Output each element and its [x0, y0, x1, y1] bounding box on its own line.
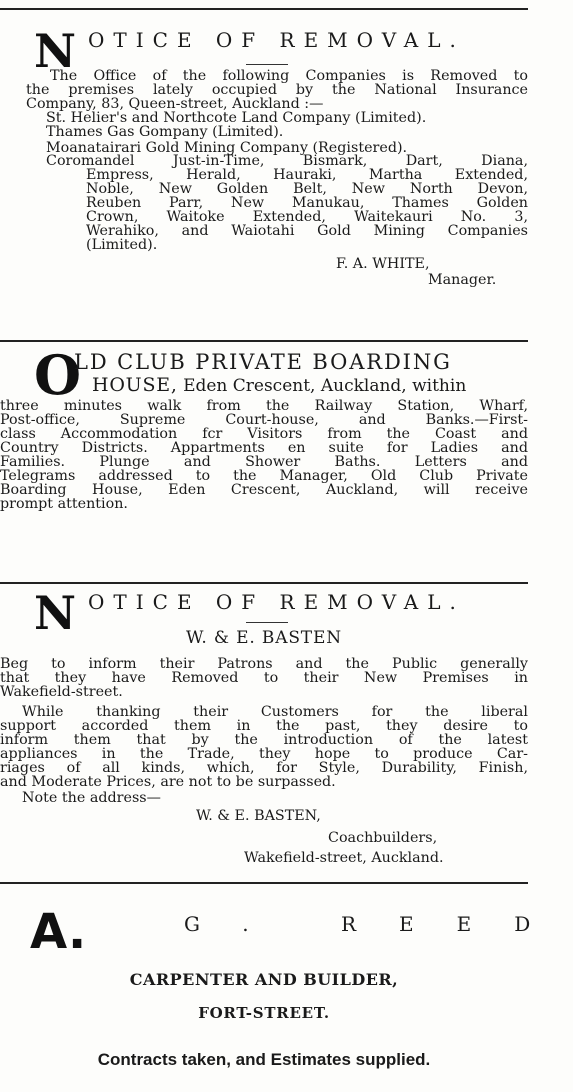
carpenter-ad [0, 886, 573, 1086]
address-line: Wakefield-street, Auckland. [244, 850, 444, 866]
text-line: Crown, Waitoke Extended, Waitekauri No. 3, [86, 209, 528, 225]
text-line: Note the address— [22, 790, 161, 806]
address-line: W. & E. BASTEN, [196, 808, 321, 824]
text-line: Telegrams addressed to the Manager, Old Club Private [0, 468, 528, 484]
text-line: St. Helier's and Northcote Land Company (Limited). [46, 110, 427, 126]
text-line: three minutes walk from the Railway Station, Wharf, [0, 398, 528, 414]
text-line: The Office of the following Companies is Removed to [50, 68, 528, 84]
heading: OTICE OF REMOVAL. [88, 590, 465, 614]
street: FORT-STREET. [198, 1004, 330, 1022]
signature-title: Manager. [428, 272, 497, 288]
notice-of-removal-ad [0, 12, 528, 342]
drop-cap: O [34, 343, 82, 407]
text-line: Company, 83, Queen-street, Auckland :— [26, 96, 324, 112]
text-line: inform them that by the introduction of the latest [0, 732, 528, 748]
heading: G. REED [184, 912, 573, 936]
text-line: Post-office, Supreme Court-house, and Banks.—First- [0, 412, 528, 428]
text-line: appliances in the Trade, they hope to produce Car- [0, 746, 528, 762]
heading-rule [246, 64, 288, 65]
text-line: While thanking their Customers for the liberal [22, 704, 528, 720]
text-line: the premises lately occupied by the National Insurance [26, 82, 528, 98]
divider [0, 882, 528, 884]
text-line: that they have Removed to their New Premises in [0, 670, 528, 686]
address-line: Coachbuilders, [328, 830, 438, 846]
tagline: Contracts taken, and Estimates supplied. [97, 1050, 431, 1069]
heading-rule [246, 622, 288, 623]
text-line: and Moderate Prices, are not to be surpassed. [0, 774, 336, 790]
text-line: Boarding House, Eden Crescent, Auckland, will receive [0, 482, 528, 498]
text-line: support accorded them in the past, they desire to [0, 718, 528, 734]
basten-removal-ad [0, 586, 528, 878]
text-line: Noble, New Golden Belt, New North Devon, [86, 181, 528, 197]
drop-cap: N [34, 24, 77, 78]
text-line: (Limited). [86, 237, 158, 253]
divider [0, 582, 528, 584]
text-line: class Accommodation fcr Visitors from the Coast and [0, 426, 528, 442]
text-line: Coromandel Just-in-Time, Bismark, Dart, Diana, [46, 153, 528, 169]
heading: LD CLUB PRIVATE BOARDING [74, 350, 452, 374]
divider [0, 340, 528, 342]
firm-name: W. & E. BASTEN [185, 628, 342, 648]
top-rule [0, 8, 528, 10]
text-line: Werahiko, and Waiotahi Gold Mining Companies [86, 223, 528, 239]
heading-line2 [92, 374, 528, 396]
drop-cap: A. [30, 904, 87, 960]
text-line: Reuben Parr, New Manukau, Thames Golden [86, 195, 528, 211]
text-line: Empress, Herald, Hauraki, Martha Extended, [86, 167, 528, 183]
text-line: Moanatairari Gold Mining Company (Registered). [46, 140, 408, 156]
drop-cap: N [34, 586, 77, 640]
text-line: riages of all kinds, which, for Style, Durability, Finish, [0, 760, 528, 776]
trade: CARPENTER AND BUILDER, [129, 970, 399, 989]
text-line: Wakefield-street. [0, 684, 123, 700]
heading: OTICE OF REMOVAL. [88, 28, 465, 52]
text-line: Families. Plunge and Shower Baths. Letters and [0, 454, 528, 470]
heading-rest: Eden Crescent, Auckland, within [183, 376, 467, 396]
text-line: Country Districts. Appartments en suite for Ladies and [0, 440, 528, 456]
text-line: Thames Gas Gompany (Limited). [46, 124, 284, 140]
text-line: prompt attention. [0, 496, 128, 512]
text-line: Beg to inform their Patrons and the Public generally [0, 656, 528, 672]
signature: F. A. WHITE, [336, 256, 430, 272]
heading-bold: HOUSE, [92, 374, 178, 396]
boarding-house-ad [0, 344, 528, 574]
